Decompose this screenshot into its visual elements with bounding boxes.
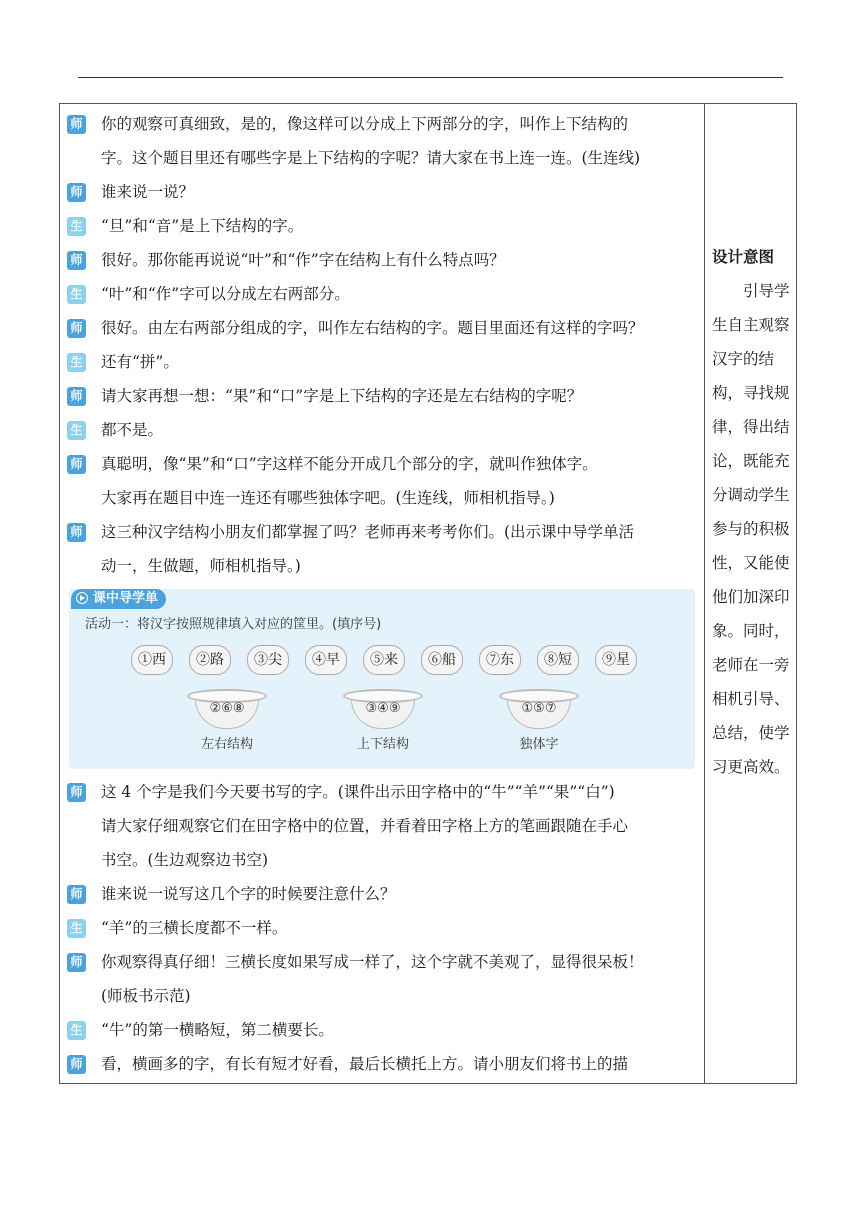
teacher-line	[67, 175, 699, 209]
dialogue-text: 看，横画多的字，有长有短才好看，最后长横托上方。请小朋友们将书上的描	[101, 1055, 629, 1073]
dialogue-continuation	[67, 549, 699, 583]
basket-label: 独体字	[519, 737, 559, 752]
basket	[343, 685, 423, 755]
basket	[499, 685, 579, 755]
character-tile: ②路	[189, 645, 231, 675]
guide-tab-label: 课中导学单	[93, 591, 159, 606]
dialogue-text: 你的观察可真细致，是的，像这样可以分成上下两部分的字，叫作上下结构的	[101, 115, 629, 133]
dialogue-continuation	[67, 979, 699, 1013]
teacher-badge: 师	[67, 115, 86, 134]
character-tile: ⑤来	[363, 645, 405, 675]
character-row	[131, 645, 651, 675]
student-badge: 生	[67, 1021, 86, 1040]
dialogue-text: 请大家仔细观察它们在田字格中的位置，并看着田字格上方的笔画跟随在手心	[101, 817, 629, 835]
student-badge: 生	[67, 421, 86, 440]
teacher-line	[67, 379, 699, 413]
dialogue-text: “牛”的第一横略短，第二横要长。	[101, 1021, 334, 1039]
student-badge: 生	[67, 217, 86, 236]
teacher-line	[67, 877, 699, 911]
dialogue-text: 都不是。	[101, 421, 164, 439]
character-tile: ①西	[131, 645, 173, 675]
basket-answers: ②⑥⑧	[209, 701, 245, 716]
student-line	[67, 277, 699, 311]
teacher-badge: 师	[67, 319, 86, 338]
in-class-guide-sheet	[69, 589, 695, 769]
dialogue-continuation	[67, 809, 699, 843]
design-intent-title: 设计意图	[712, 248, 775, 266]
student-badge: 生	[67, 285, 86, 304]
student-line	[67, 1013, 699, 1047]
character-tile: ③尖	[247, 645, 289, 675]
teacher-badge: 师	[67, 783, 86, 802]
teacher-line	[67, 775, 699, 809]
dialogue-text: 动一，生做题，师相机指导。)	[101, 557, 301, 575]
header-rule	[78, 77, 783, 78]
basket-answers: ①⑤⑦	[521, 701, 557, 716]
teacher-badge: 师	[67, 251, 86, 270]
teacher-badge: 师	[67, 1055, 86, 1074]
dialogue-text: “旦”和“音”是上下结构的字。	[101, 217, 304, 235]
teacher-line	[67, 447, 699, 481]
dialogue-text: 还有“拼”。	[101, 353, 179, 371]
dialogue-text: (师板书示范)	[101, 987, 191, 1005]
character-tile: ⑧短	[537, 645, 579, 675]
teacher-line	[67, 1047, 699, 1081]
dialogue-continuation	[67, 141, 699, 175]
teacher-line	[67, 107, 699, 141]
teacher-badge: 师	[67, 387, 86, 406]
column-divider	[704, 103, 705, 1084]
design-intent-column	[712, 240, 792, 784]
dialogue-continuation	[67, 481, 699, 515]
student-badge: 生	[67, 353, 86, 372]
dialogue-text: 这 4 个字是我们今天要书写的字。(课件出示田字格中的“牛”“羊”“果”“白”)	[101, 783, 615, 801]
basket	[187, 685, 267, 755]
student-line	[67, 209, 699, 243]
character-tile: ⑦东	[479, 645, 521, 675]
basket-row	[69, 685, 695, 765]
basket-answers: ③④⑨	[365, 701, 401, 716]
design-intent-body: 引导学生自主观察汉字的结构，寻找规律，得出结论，既能充分调动学生参与的积极性，又能使他们加深印象。同时，老师在一旁相机引导、总结，使学习更高效。	[712, 282, 790, 776]
teacher-badge: 师	[67, 523, 86, 542]
teacher-line	[67, 945, 699, 979]
dialogue-continuation	[67, 843, 699, 877]
teacher-line	[67, 515, 699, 549]
activity-instruction: 活动一：将汉字按照规律填入对应的筐里。(填序号)	[85, 617, 382, 632]
dialogue-text: 请大家再想一想：“果”和“口”字是上下结构的字还是左右结构的字呢？	[101, 387, 583, 405]
basket-label: 左右结构	[200, 737, 253, 752]
dialogue-text: 你观察得真仔细！三横长度如果写成一样了，这个字就不美观了，显得很呆板！	[101, 953, 644, 971]
dialogue-text: 谁来说一说？	[101, 183, 195, 201]
dialogue-text: 这三种汉字结构小朋友们都掌握了吗？老师再来考考你们。(出示课中导学单活	[101, 523, 635, 541]
dialogue-text: 很好。由左右两部分组成的字，叫作左右结构的字。题目里面还有这样的字吗？	[101, 319, 644, 337]
teacher-badge: 师	[67, 885, 86, 904]
dialogue-text: 真聪明，像“果”和“口”字这样不能分开成几个部分的字，就叫作独体字。	[101, 455, 598, 473]
teacher-badge: 师	[67, 183, 86, 202]
dialogue-text: 谁来说一说写这几个字的时候要注意什么？	[101, 885, 396, 903]
play-circle-icon	[76, 592, 88, 604]
character-tile: ⑨星	[595, 645, 637, 675]
dialogue-block-1	[67, 107, 699, 583]
character-tile: ⑥船	[421, 645, 463, 675]
student-line	[67, 911, 699, 945]
dialogue-text: “羊”的三横长度都不一样。	[101, 919, 288, 937]
dialogue-text: 大家再在题目中连一连还有哪些独体字吧。(生连线，师相机指导。)	[101, 489, 555, 507]
student-line	[67, 345, 699, 379]
teacher-badge: 师	[67, 455, 86, 474]
dialogue-text: “叶”和“作”字可以分成左右两部分。	[101, 285, 350, 303]
dialogue-text: 字。这个题目里还有哪些字是上下结构的字呢？请大家在书上连一连。(生连线)	[101, 149, 641, 167]
teacher-line	[67, 243, 699, 277]
student-line	[67, 413, 699, 447]
teacher-badge: 师	[67, 953, 86, 972]
student-badge: 生	[67, 919, 86, 938]
character-tile: ④早	[305, 645, 347, 675]
teacher-line	[67, 311, 699, 345]
dialogue-text: 书空。(生边观察边书空)	[101, 851, 269, 869]
dialogue-block-2	[67, 775, 699, 1081]
basket-label: 上下结构	[356, 737, 409, 752]
dialogue-column	[67, 107, 699, 1081]
dialogue-text: 很好。那你能再说说“叶”和“作”字在结构上有什么特点吗？	[101, 251, 505, 269]
guide-tab	[71, 589, 166, 609]
